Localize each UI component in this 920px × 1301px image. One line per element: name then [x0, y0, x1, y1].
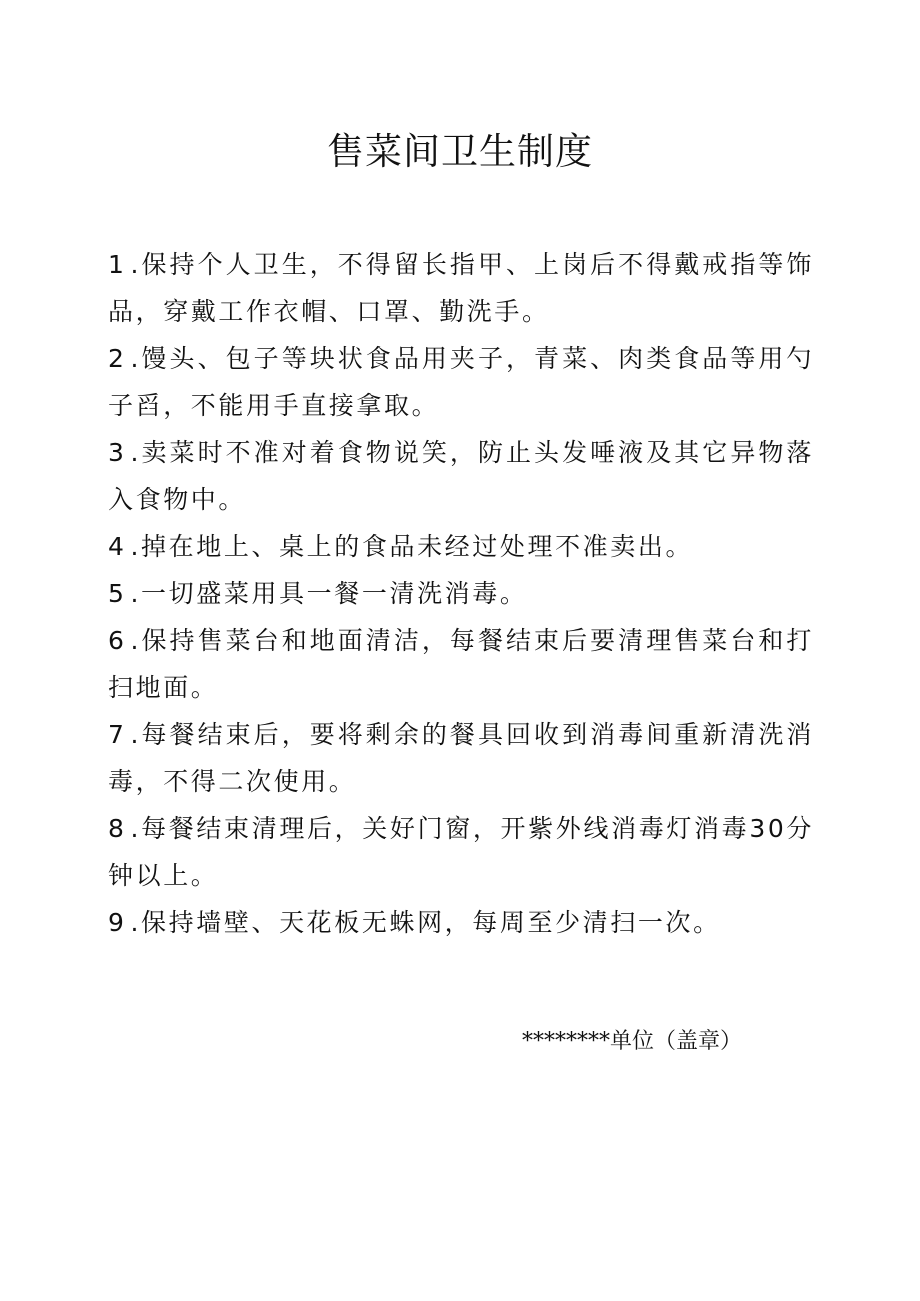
seal-line: ********单位（盖章） — [522, 1029, 743, 1054]
rule-number: 8 — [108, 814, 127, 843]
rule-item-5 — [108, 570, 814, 617]
rule-number: 1 — [108, 250, 127, 279]
rule-text: .馒头、包子等块状食品用夹子，青菜、肉类食品等用勺子舀，不能用手直接拿取。 — [108, 344, 814, 420]
rule-item-2 — [108, 335, 814, 429]
rule-text: .保持个人卫生，不得留长指甲、上岗后不得戴戒指等饰品，穿戴工作衣帽、口罩、勤洗手。 — [108, 250, 814, 326]
rule-text: .掉在地上、桌上的食品未经过处理不准卖出。 — [130, 532, 694, 561]
rule-number: 2 — [108, 344, 127, 373]
rule-number: 6 — [108, 626, 127, 655]
rule-text: .保持墙壁、天花板无蛛网，每周至少清扫一次。 — [130, 908, 721, 937]
rule-item-9 — [108, 899, 814, 946]
rule-item-6 — [108, 617, 814, 711]
rule-text: .每餐结束后，要将剩余的餐具回收到消毒间重新清洗消毒，不得二次使用。 — [108, 720, 814, 796]
rule-item-7 — [108, 711, 814, 805]
rule-number: 3 — [108, 438, 127, 467]
rule-number: 9 — [108, 908, 127, 937]
rules-list — [108, 241, 814, 946]
rule-item-4 — [108, 523, 814, 570]
rule-item-3 — [108, 429, 814, 523]
rule-item-8 — [108, 805, 814, 899]
rule-text: .每餐结束清理后，关好门窗，开紫外线消毒灯消毒30分钟以上。 — [108, 814, 814, 890]
rule-number: 5 — [108, 579, 127, 608]
document-title: 售菜间卫生制度 — [327, 130, 593, 173]
rule-number: 7 — [108, 720, 127, 749]
rule-item-1 — [108, 241, 814, 335]
rule-text: .一切盛菜用具一餐一清洗消毒。 — [130, 579, 528, 608]
rule-text: .保持售菜台和地面清洁，每餐结束后要清理售菜台和打扫地面。 — [108, 626, 814, 702]
rule-number: 4 — [108, 532, 127, 561]
rule-text: .卖菜时不准对着食物说笑，防止头发唾液及其它异物落入食物中。 — [108, 438, 814, 514]
